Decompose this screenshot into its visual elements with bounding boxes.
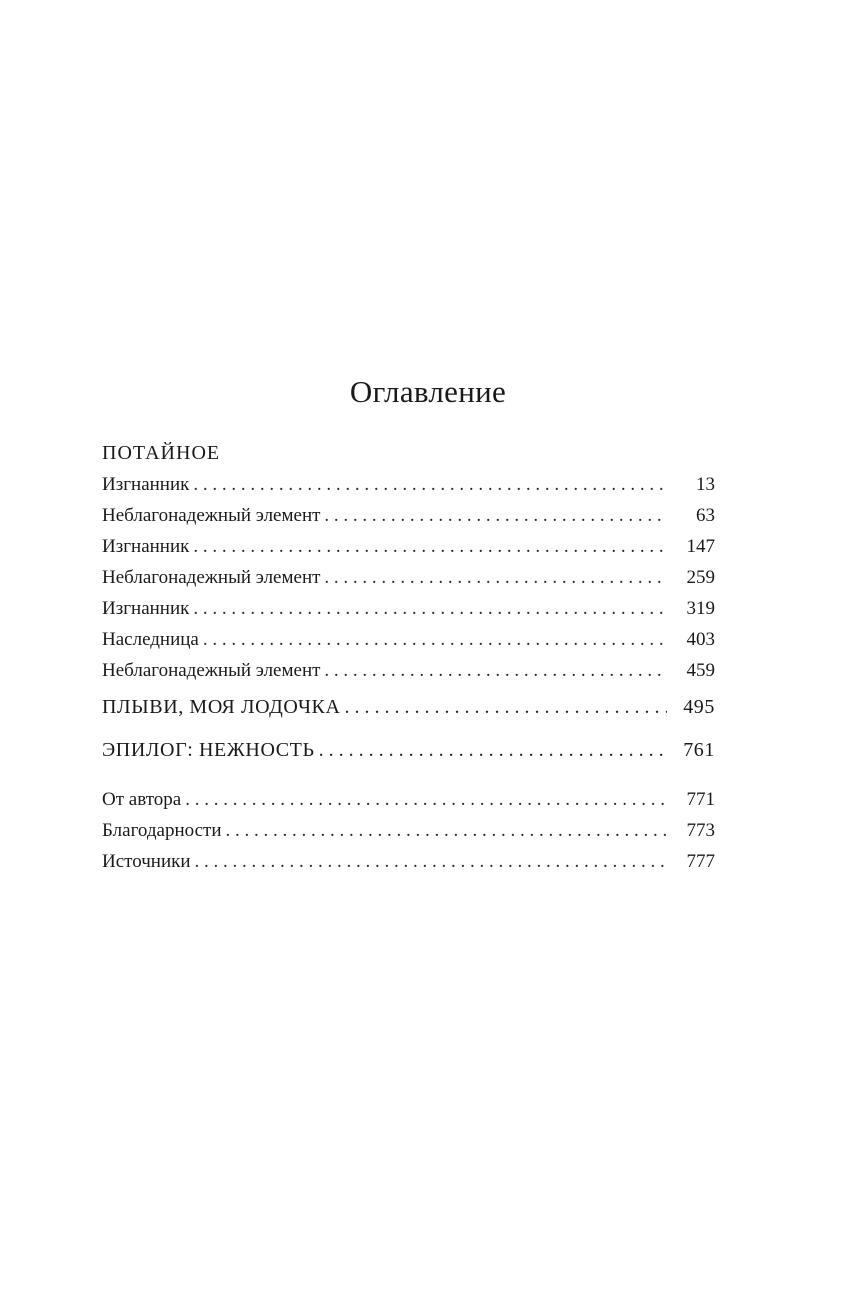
toc-entry-part3[interactable] [102, 729, 715, 772]
dot-leader [203, 624, 667, 655]
toc-entry-label: Неблагонадежный элемент [102, 567, 321, 588]
toc-entry-back-matter[interactable] [102, 846, 715, 877]
section-heading-part1: ПОТАЙНОЕ [102, 442, 221, 464]
dot-leader [324, 500, 667, 531]
toc-entry-page: 259 [686, 567, 715, 588]
toc-entry-label: Изгнанник [102, 536, 190, 557]
toc-entry-part2[interactable] [102, 686, 715, 729]
dot-leader [193, 469, 667, 500]
toc-entry-label: Источники [102, 851, 191, 872]
dot-leader [193, 531, 667, 562]
toc-entry[interactable] [102, 593, 715, 624]
toc-entry-label: Наследница [102, 629, 199, 650]
toc-entry-page: 13 [696, 474, 715, 495]
toc-entry-label: ПЛЫВИ, МОЯ ЛОДОЧКА [102, 696, 341, 718]
dot-leader [193, 593, 667, 624]
toc-entry-back-matter[interactable] [102, 815, 715, 846]
toc-entry-page: 403 [686, 629, 715, 650]
dot-leader [324, 562, 667, 593]
dot-leader [185, 784, 667, 815]
dot-leader [319, 729, 667, 772]
spacer [102, 772, 715, 784]
toc-entry-label: ЭПИЛОГ: НЕЖНОСТЬ [102, 739, 315, 761]
toc-entry[interactable] [102, 624, 715, 655]
toc-entry[interactable] [102, 562, 715, 593]
toc-entry-page: 773 [686, 820, 715, 841]
table-of-contents [102, 438, 715, 877]
dot-leader [324, 655, 667, 686]
dot-leader [226, 815, 668, 846]
toc-entry-page: 761 [683, 739, 715, 761]
toc-entry[interactable] [102, 531, 715, 562]
toc-entry[interactable] [102, 469, 715, 500]
page-title: Оглавление [349, 374, 507, 409]
toc-entry-page: 459 [686, 660, 715, 681]
toc-entry-page: 319 [686, 598, 715, 619]
toc-entry-page: 777 [686, 851, 715, 872]
dot-leader [195, 846, 667, 877]
toc-entry[interactable] [102, 655, 715, 686]
toc-entry-label: Изгнанник [102, 474, 190, 495]
dot-leader [345, 686, 667, 729]
toc-entry-back-matter[interactable] [102, 784, 715, 815]
toc-entry[interactable] [102, 500, 715, 531]
toc-entry-page: 63 [696, 505, 715, 526]
toc-entry-label: Благодарности [102, 820, 222, 841]
toc-entry-label: Изгнанник [102, 598, 190, 619]
toc-entry-label: Неблагонадежный элемент [102, 660, 321, 681]
toc-entry-label: От автора [102, 789, 182, 810]
toc-entry-page: 771 [686, 789, 715, 810]
toc-entry-page: 147 [686, 536, 715, 557]
toc-entry-label: Неблагонадежный элемент [102, 505, 321, 526]
toc-entry-page: 495 [683, 696, 715, 718]
